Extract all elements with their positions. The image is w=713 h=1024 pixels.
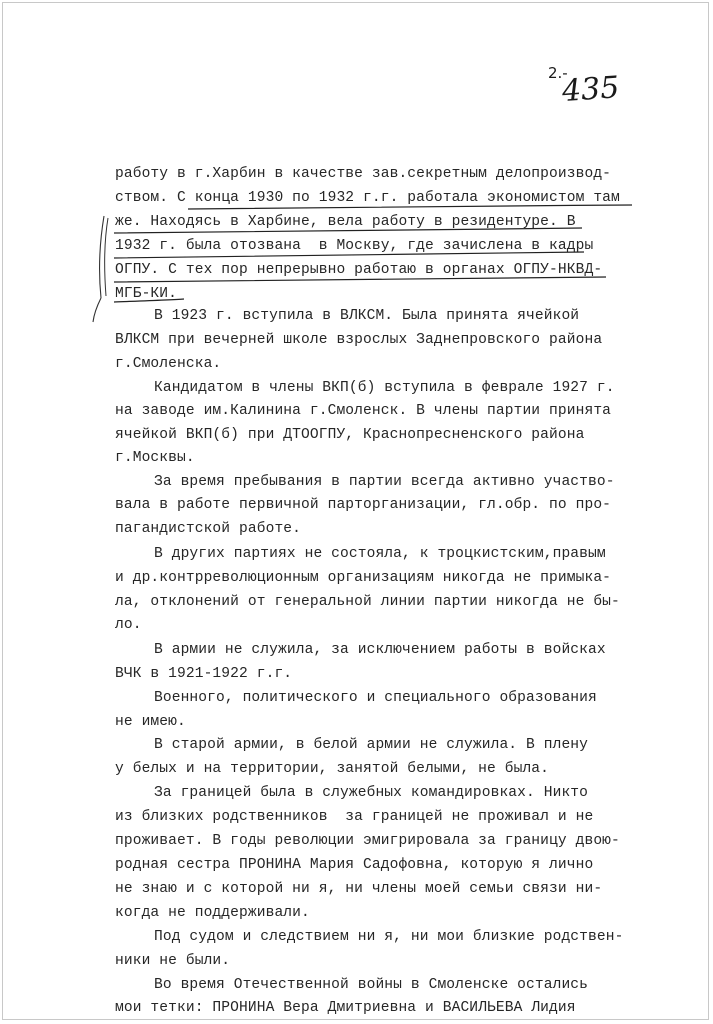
text-line-14: За время пребывания в партии всегда активно участво- [154, 474, 615, 490]
text-line-19: ла, отклонений от генеральной линии партии никогда не бы- [115, 594, 620, 610]
text-line-17: В других партиях не состояла, к троцкистским,правым [154, 546, 606, 562]
text-line-31: не знаю и с которой ни я, ни члены моей семьи связи ни- [115, 881, 603, 897]
text-line-29: проживает. В годы революции эмигрировала за границу двою- [115, 833, 620, 849]
text-line-1: работу в г.Харбин в качестве зав.секретным делопроизвод- [115, 166, 612, 182]
text-line-8: ВЛКСМ при вечерней школе взрослых Заднепровского района [115, 332, 603, 348]
text-line-5: ОГПУ. С тех пор непрерывно работаю в органах ОГПУ-НКВД- [115, 262, 603, 278]
text-line-25: В старой армии, в белой армии не служила. В плену [154, 737, 589, 753]
text-line-30: родная сестра ПРОНИНА Мария Садофовна, которую я лично [115, 857, 594, 873]
text-line-23: Военного, политического и специального образования [154, 690, 597, 706]
text-line-9: г.Смоленска. [115, 356, 222, 372]
page-number [548, 58, 621, 110]
text-line-32: когда не поддерживали. [115, 905, 310, 921]
text-line-13: г.Москвы. [115, 450, 195, 466]
text-line-35: Во время Отечественной войны в Смоленске остались [154, 977, 589, 993]
text-line-7: В 1923 г. вступила в ВЛКСМ. Была принята ячейкой [154, 308, 580, 324]
text-line-16: пагандистской работе. [115, 521, 302, 537]
text-line-2: ством. С конца 1930 по 1932 г.г. работала экономистом там [115, 190, 620, 206]
text-line-3: же. Находясь в Харбине, вела работу в резидентуре. В [115, 214, 576, 230]
text-line-22: ВЧК в 1921-1922 г.г. [115, 666, 293, 682]
text-line-11: на заводе им.Калинина г.Смоленск. В члены партии принята [115, 403, 612, 419]
page-number-value: 435 [560, 70, 621, 110]
text-line-33: Под судом и следствием ни я, ни мои близкие родствен- [154, 929, 624, 945]
text-line-12: ячейкой ВКП(б) при ДТООГПУ, Краснопресненского района [115, 427, 585, 443]
text-line-20: ло. [115, 617, 142, 633]
page-number-drawing [548, 58, 621, 110]
text-line-36: мои тетки: ПРОНИНА Вера Дмитриевна и ВАСИЛЬЕВА Лидия [115, 1000, 576, 1016]
text-line-24: не имею. [115, 714, 186, 730]
text-line-4: 1932 г. была отозвана в Москву, где зачислена в кадры [115, 238, 594, 254]
text-line-27: За границей была в служебных командировках. Никто [154, 785, 589, 801]
text-line-26: у белых и на территории, занятой белыми, не была. [115, 761, 550, 777]
text-line-21: В армии не служила, за исключением работы в войсках [154, 642, 606, 658]
text-line-18: и др.контрреволюционным организациям никогда не примыка- [115, 570, 612, 586]
text-line-10: Кандидатом в члены ВКП(б) вступила в феврале 1927 г. [154, 380, 615, 396]
text-line-34: ники не были. [115, 953, 231, 969]
text-line-15: вала в работе первичной парторганизации, гл.обр. по про- [115, 497, 612, 513]
page-number-prefix: 2.- [548, 64, 568, 82]
text-line-6: МГБ-КИ. [115, 286, 178, 302]
text-line-28: из близких родственников за границей не проживал и не [115, 809, 594, 825]
